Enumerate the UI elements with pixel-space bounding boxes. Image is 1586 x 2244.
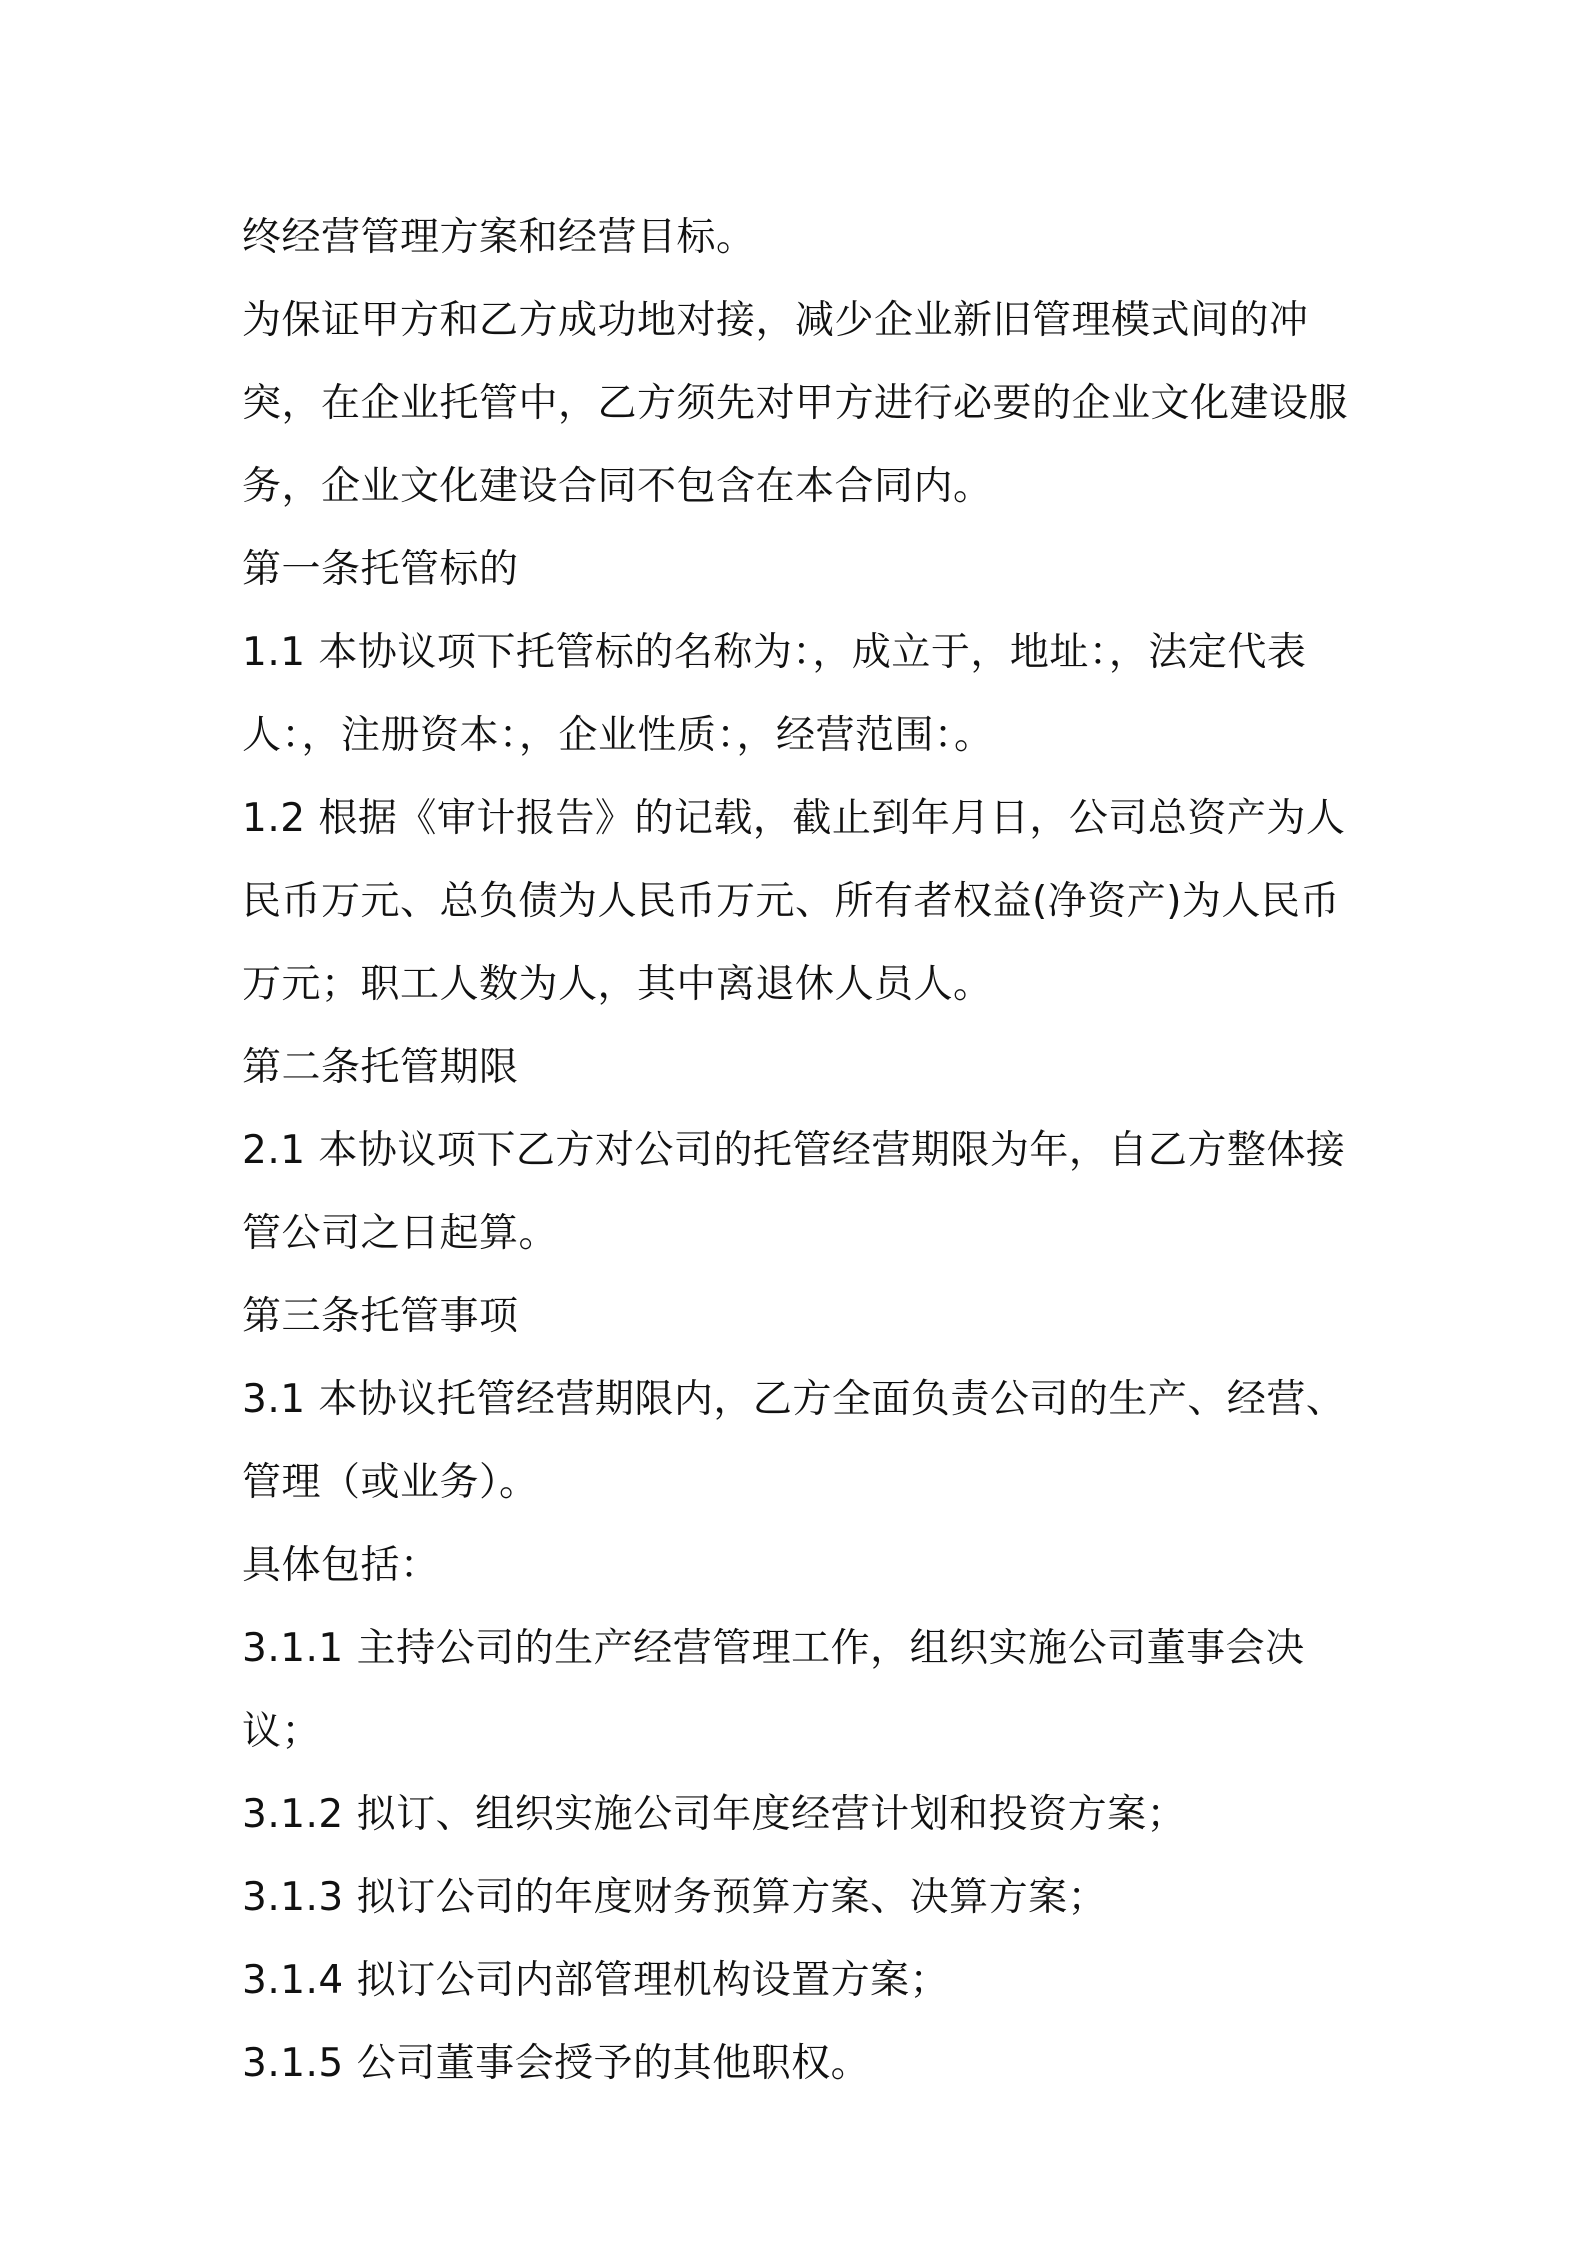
clause-1-1: 1.1 本协议项下托管标的名称为：，成立于，地址：，法定代表人：，注册资本：，企业性质：，经营范围：。 xyxy=(242,630,1307,758)
paragraph-specifics: 具体包括： xyxy=(242,1543,440,1588)
section-heading-1: 第一条托管标的 xyxy=(242,547,519,592)
clause-3-1-2: 3.1.2 拟订、组织实施公司年度经营计划和投资方案； xyxy=(242,1792,1187,1837)
clause-3-1-4: 3.1.4 拟订公司内部管理机构设置方案； xyxy=(242,1958,950,2003)
paragraph-culture-service: 为保证甲方和乙方成功地对接，减少企业新旧管理模式间的冲突，在企业托管中，乙方须先对甲方进行必要的企业文化建设服务，企业文化建设合同不包含在本合同内。 xyxy=(242,298,1349,509)
section-heading-2: 第二条托管期限 xyxy=(242,1045,519,1090)
clause-1-2: 1.2 根据《审计报告》的记载，截止到年月日，公司总资产为人民币万元、总负债为人民币万元、所有者权益(净资产)为人民币万元；职工人数为人，其中离退休人员人。 xyxy=(242,796,1346,1007)
paragraph-intro-end: 终经营管理方案和经营目标。 xyxy=(242,215,756,260)
clause-3-1-3: 3.1.3 拟订公司的年度财务预算方案、决算方案； xyxy=(242,1875,1108,1920)
document-body xyxy=(242,196,1362,2105)
clause-3-1-1: 3.1.1 主持公司的生产经营管理工作，组织实施公司董事会决议； xyxy=(242,1626,1305,1754)
clause-2-1: 2.1 本协议项下乙方对公司的托管经营期限为年，自乙方整体接管公司之日起算。 xyxy=(242,1128,1346,1256)
clause-3-1: 3.1 本协议托管经营期限内，乙方全面负责公司的生产、经营、管理（或业务）。 xyxy=(242,1377,1346,1505)
section-heading-3: 第三条托管事项 xyxy=(242,1294,519,1339)
clause-3-1-5: 3.1.5 公司董事会授予的其他职权。 xyxy=(242,2041,871,2086)
